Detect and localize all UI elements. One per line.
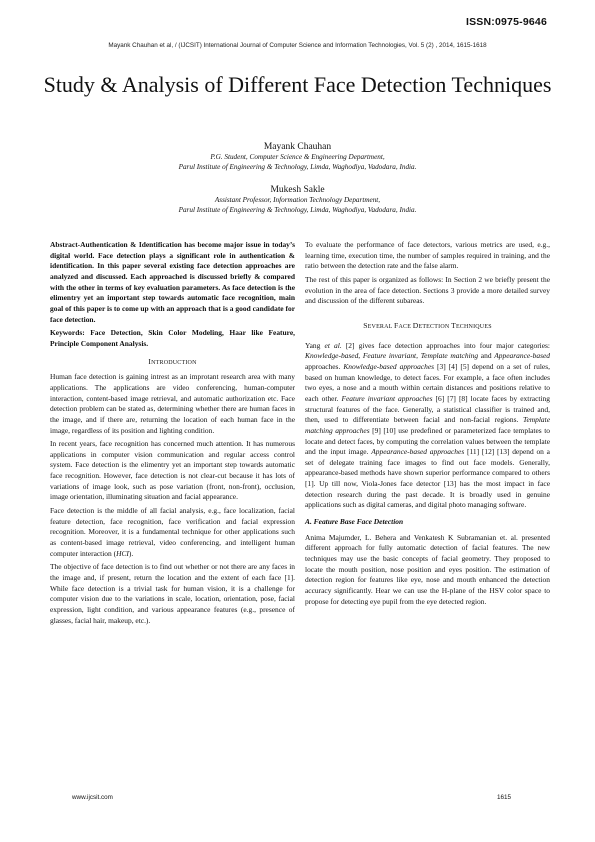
paragraph: In recent years, face recognition has concerned much attention. It has numerous applications in computer vision communication and regular access control system. Face detection is the elimentry yet an important step towards automatic face recognition. However, face detection is not clear-cut because it has lots of variations of image look, such as pose variation (front, non-front), occlusion, image orientation, illuminating situation and facial appearance. xyxy=(50,439,295,502)
paper-title: Study & Analysis of Different Face Detection Techniques xyxy=(43,72,552,97)
paragraph: To evaluate the performance of face detectors, various metrics are used, e.g., learning time, execution time, the number of samples required in training, and the ratio between the detection rate and the false alarm. xyxy=(305,240,550,271)
left-column xyxy=(50,240,295,629)
page-number: 1615 xyxy=(496,794,511,801)
author-institute: Parul Institute of Engineering & Technology, Limda, Waghodiya, Vadodara, India. xyxy=(178,205,417,214)
author-institute: Parul Institute of Engineering & Technology, Limda, Waghodiya, Vadodara, India. xyxy=(178,162,417,171)
section-heading-techniques: SEVERAL FACE DETECTION TECHNIQUES xyxy=(363,320,492,330)
author-role: Assistant Professor, Information Technology Department, xyxy=(214,196,381,205)
paragraph: Anima Majumder, L. Behera and Venkatesh K Subramanian et. al. presented different approach for fully automatic detection of facial features. The new techniques may use the basic concepts of facial geometry. They proposed to locate the mouth position, nose position and eyes position. The estimation of detection region for features like eye, nose and mouth enhanced the detection accuracy significantly. Hear we can use the H-plane of the HSV color space to propose for detecting eye pupil from the eye detected region. xyxy=(305,532,550,606)
paragraph: Face detection is the middle of all facial analysis, e.g., face localization, facial feature detection, face recognition, face verification and facial expression recognition. Moreover, it is a fundamental technique for other applications such as content-based image retrieval, video conferencing, and intelligent human computer interaction (HCI). xyxy=(50,506,295,558)
author-block xyxy=(0,141,595,215)
section-heading-introduction: INTRODUCTION xyxy=(148,356,197,366)
author-name: Mayank Chauhan xyxy=(263,142,332,152)
paragraph: The rest of this paper is organized as follows: In Section 2 we briefly present the evolution in the area of face detection. Sections 3 provide a more detailed survey and discussion of the different subareas. xyxy=(305,274,550,306)
paragraph: The objective of face detection is to find out whether or not there are any faces in the image and, if present, return the location and the extent of each face [1]. While face detection is a trivial task for human vision, it is a challenge for computer vision due to the variations in scale, location, orientation, pose, facial expression, light condition, and various appearance features (e.g., presence of glasses, facial hair, makeup, etc.). xyxy=(50,562,295,625)
running-header: Mayank Chauhan et al, / (IJCSIT) International Journal of Computer Science and Information Technologies, Vol. 5 (2) , 2014, 1615-1618 xyxy=(108,42,487,49)
paragraph: Yang et al. [2] gives face detection approaches into four major categories: Knowledge-based, Feature invariant, Template matching and Appearance-based approaches. Knowledge-based approaches [3] [4] [5] depend on a set of rules, based on human knowledge, to detect faces. For example, a face often includes two eyes, a nose and a mouth within certain distances and positions relative to each other. Feature invariant approaches [6] [7] [8] locate faces by extracting structural features of the face. Generally, a statistical classifier is trained and, then, used to differentiate between facial and non-facial regions. Template matching approaches [9] [10] use predefined or parameterized face templates to locate and detect faces, by computing the correlation values between the template and the input image. Appearance-based approaches [11] [12] [13] depend on a set of delegate training face images to find out face models. Generally, appearance-based methods have shown superior performance compared to others [1]. Up till now, Viola-Jones face detector [13] has the most impact in face detection research during the past decade. It is broadly used in genuine applications such as digital cameras, and digital photo managing software. xyxy=(305,340,551,510)
right-column xyxy=(305,240,550,610)
abstract: Abstract-Authentication & Identification has become major issue in today’s digital world. Face detection plays a significant role in authentication & identification. In this paper several existing face detection approaches are analyzed and discussed. Each approached is discussed briefly & compared with the other in terms of key evaluation parameters. As face detection is the elimentry yet an important step towards automatic face recognition, main goal of this paper is to come up with an approach that is a good candidate for face detection. xyxy=(50,240,295,324)
author-name: Mukesh Sakle xyxy=(270,185,325,196)
issn-number: ISSN:0975-9646 xyxy=(465,16,547,28)
subsection-heading: A. Feature Base Face Detection xyxy=(305,517,404,527)
footer-url: www.ijcsit.com xyxy=(72,794,113,801)
keywords: Keywords: Face Detection, Skin Color Modeling, Haar like Feature, Principle Component Analysis. xyxy=(50,328,295,348)
author-role: P.G. Student, Computer Science & Engineering Department, xyxy=(210,153,385,161)
paragraph: Human face detection is gaining intrest as an improtant research area with many applications. The applications are video conferencing, human-computer interaction, content-based image retrieval, and automatic authorization etc. Face detection problem can be stated as, determining whether there are human faces in the image, and if there are, returning the location of each human face in the image, regardless of its position and lighting condition. xyxy=(50,372,295,435)
